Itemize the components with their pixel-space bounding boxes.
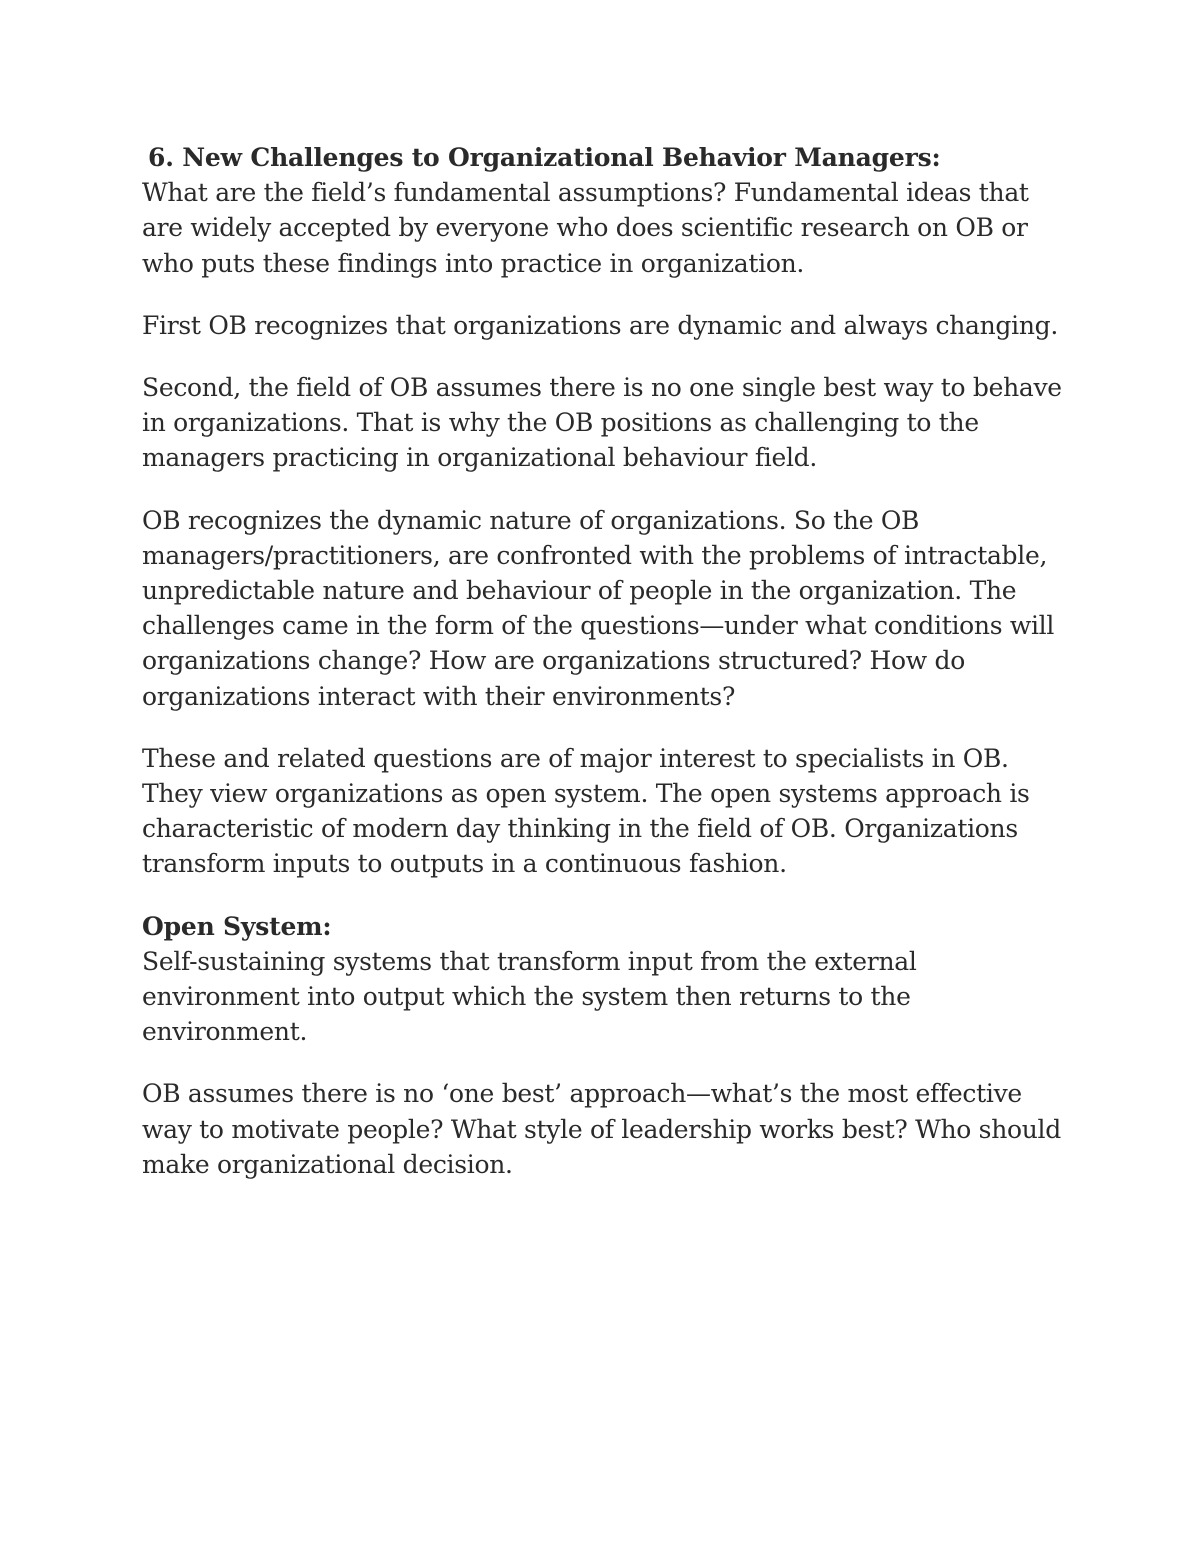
paragraph-open-system-view: These and related questions are of major interest to specialists in OB. They view organizations as open system. The open systems approach is characteristic of modern day thinking in the field of OB. Organizations transform inputs to outputs in a continuous fashion. — [142, 743, 1030, 879]
section-heading: 6. New Challenges to Organizational Behavior Managers: — [148, 143, 941, 172]
section-intro-paragraph: What are the field’s fundamental assumptions? Fundamental ideas that are widely accepted by everyone who does scientific research on OB or who puts these findings into practice in organization. — [142, 178, 1029, 278]
document-body — [142, 140, 1072, 1209]
paragraph-first-ob: First OB recognizes that organizations are dynamic and always changing. — [142, 310, 1058, 340]
open-system-definition: Self-sustaining systems that transform input from the external environment into output which the system then returns to the environment. — [142, 946, 917, 1047]
paragraph-dynamic-nature: OB recognizes the dynamic nature of organizations. So the OB managers/practitioners, are confronted with the problems of intractable, unpredictable nature and behaviour of people in the organization. The challenges came in the form of the questions—under what conditions will organizations change? How are organizations structured? How do organizations interact with their environments? — [142, 505, 1055, 711]
open-system-heading: Open System: — [142, 911, 332, 941]
paragraph-second-ob: Second, the field of OB assumes there is no one single best way to behave in organizations. That is why the OB positions as challenging to the managers practicing in organizational behaviour field. — [142, 373, 1062, 473]
paragraph-one-best-approach: OB assumes there is no ‘one best’ approach—what’s the most effective way to motivate people? What style of leadership works best? Who should make organizational decision. — [142, 1079, 1061, 1179]
